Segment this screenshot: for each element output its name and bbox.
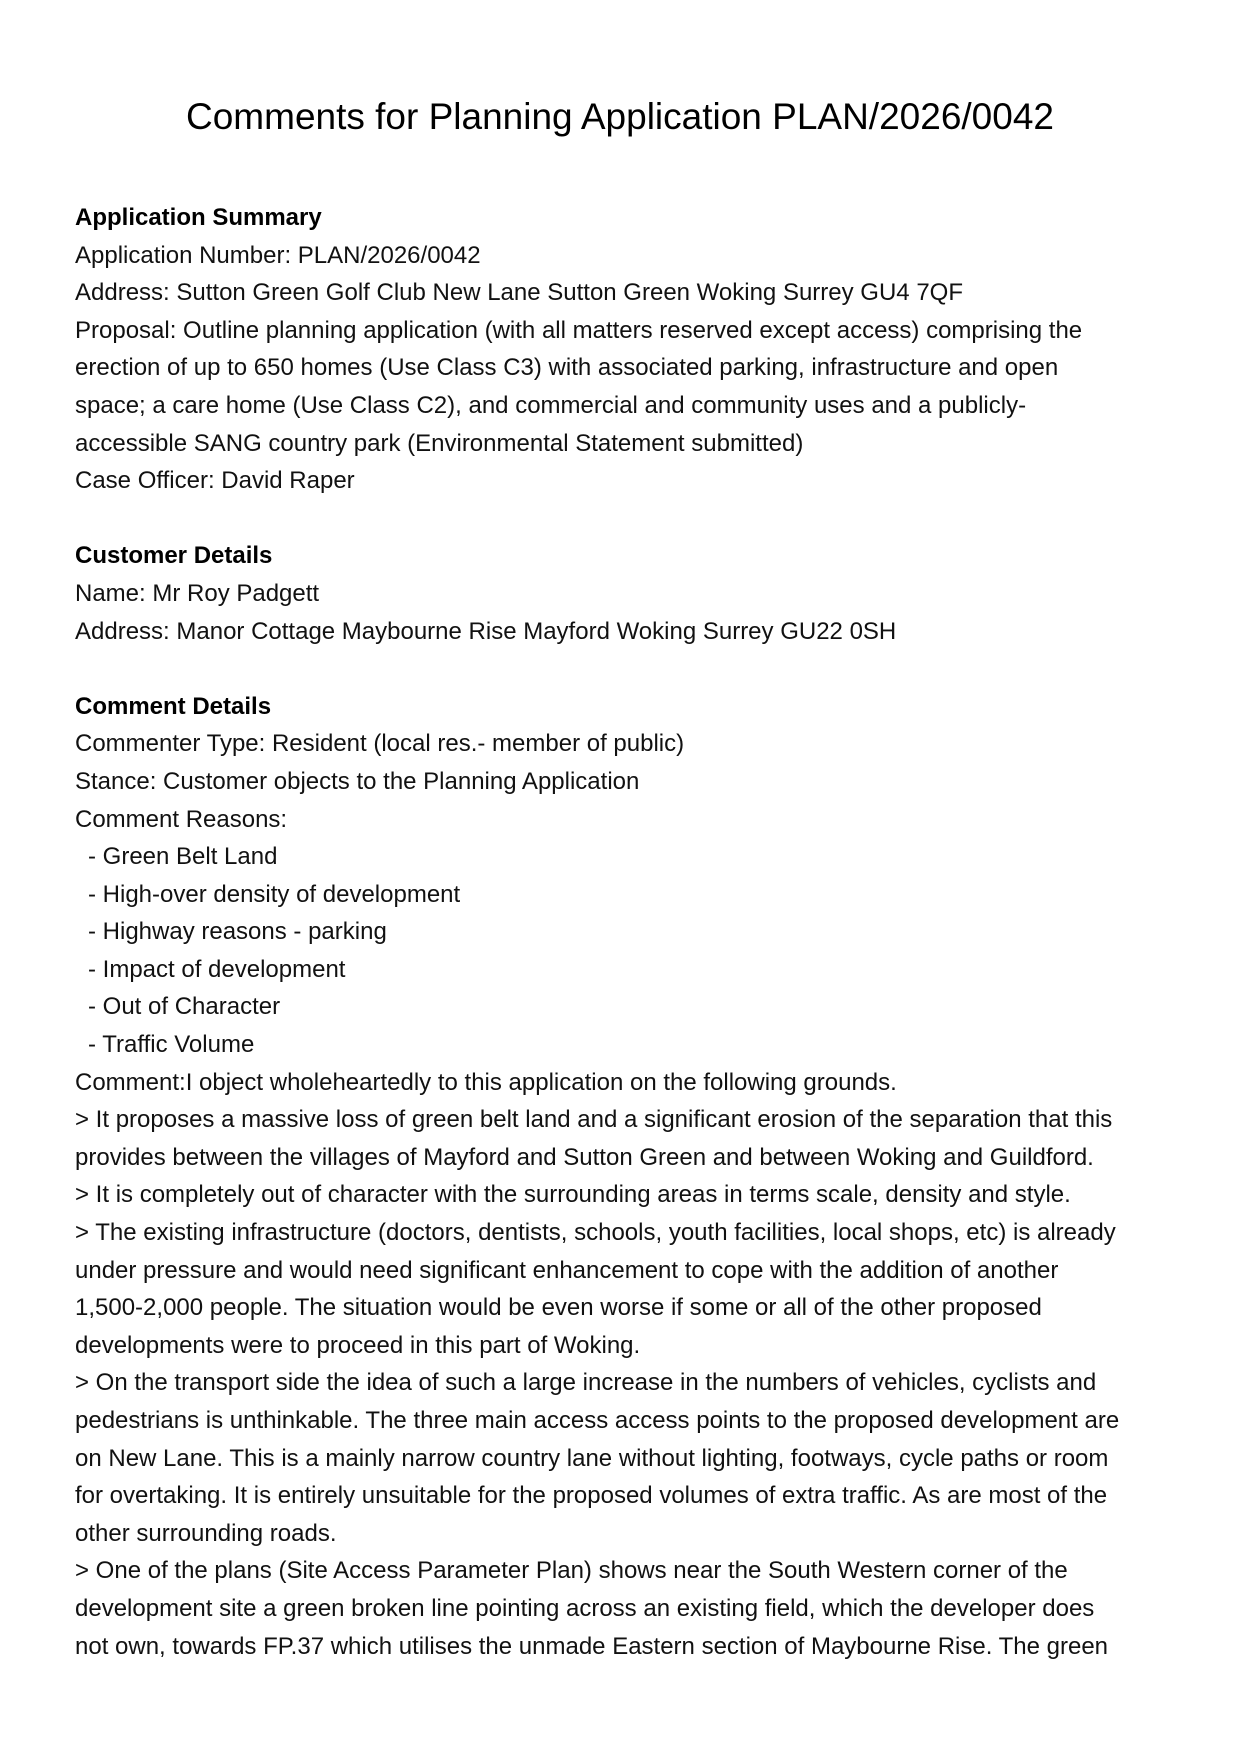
comment-reason-item: - High-over density of development: [88, 880, 461, 908]
comment-text-line: developments were to proceed in this part of Woking.: [75, 1331, 641, 1359]
customer-details-section: [75, 537, 1175, 650]
application-summary-section: [75, 199, 1175, 500]
comment-reason-item: - Impact of development: [88, 955, 346, 983]
proposal-line: erection of up to 650 homes (Use Class C3) with associated parking, infrastructure and open: [75, 354, 1059, 382]
document-body: [75, 199, 1175, 1665]
proposal-line: accessible SANG country park (Environmental Statement submitted): [75, 429, 804, 457]
comment-text-line: provides between the villages of Mayford and Sutton Green and between Woking and Guildford.: [75, 1143, 1094, 1171]
comment-reason-item: - Green Belt Land: [88, 843, 278, 871]
customer-address: Address: Manor Cottage Maybourne Rise Mayford Woking Surrey GU22 0SH: [75, 617, 897, 645]
comment-details-heading: Comment Details: [75, 692, 272, 720]
commenter-type: Commenter Type: Resident (local res.- member of public): [75, 730, 685, 758]
comment-reason-item: - Traffic Volume: [88, 1031, 255, 1059]
comment-text-line: on New Lane. This is a mainly narrow country lane without lighting, footways, cycle paths or room: [75, 1444, 1109, 1472]
document-title: Comments for Planning Application PLAN/2026/0042: [186, 96, 1054, 137]
comment-text-line: under pressure and would need significant enhancement to cope with the addition of another: [75, 1256, 1059, 1284]
section-spacer: [75, 650, 1175, 688]
section-spacer: [75, 500, 1175, 538]
customer-details-heading: Customer Details: [75, 542, 273, 570]
stance: Stance: Customer objects to the Planning Application: [75, 767, 640, 795]
comment-reasons-label: Comment Reasons:: [75, 805, 288, 833]
comment-text-line: other surrounding roads.: [75, 1519, 337, 1547]
application-address: Address: Sutton Green Golf Club New Lane Sutton Green Woking Surrey GU4 7QF: [75, 279, 963, 307]
comment-text-line: not own, towards FP.37 which utilises the unmade Eastern section of Maybourne Rise. The green: [75, 1632, 1109, 1660]
comment-details-section: [75, 688, 1175, 1665]
comment-text-line: > The existing infrastructure (doctors, dentists, schools, youth facilities, local shops, etc) is already: [75, 1219, 1116, 1247]
customer-name: Name: Mr Roy Padgett: [75, 579, 320, 607]
comment-reason-item: - Highway reasons - parking: [88, 918, 387, 946]
comment-text-line: 1,500-2,000 people. The situation would be even worse if some or all of the other proposed: [75, 1294, 1042, 1322]
comment-text-line: pedestrians is unthinkable. The three main access access points to the proposed development are: [75, 1407, 1120, 1434]
comment-text-line: > It proposes a massive loss of green belt land and a significant erosion of the separation that this: [75, 1106, 1113, 1134]
comment-text-line: for overtaking. It is entirely unsuitable for the proposed volumes of extra traffic. As are most of the: [75, 1482, 1108, 1510]
comment-text-line: Comment:I object wholeheartedly to this application on the following grounds.: [75, 1068, 897, 1096]
comment-text-line: > One of the plans (Site Access Parameter Plan) shows near the South Western corner of the: [75, 1557, 1068, 1585]
proposal-line: Proposal: Outline planning application (with all matters reserved except access) comprising the: [75, 316, 1083, 344]
proposal-line: space; a care home (Use Class C2), and commercial and community uses and a publicly-: [75, 391, 1027, 419]
application-number: Application Number: PLAN/2026/0042: [75, 241, 481, 269]
comment-text-line: > On the transport side the idea of such a large increase in the numbers of vehicles, cyclists and: [75, 1369, 1097, 1397]
comment-reason-item: - Out of Character: [88, 993, 281, 1021]
application-summary-heading: Application Summary: [75, 204, 322, 231]
case-officer: Case Officer: David Raper: [75, 467, 355, 495]
comment-text-line: > It is completely out of character with the surrounding areas in terms scale, density and style.: [75, 1181, 1071, 1209]
comment-text-line: development site a green broken line pointing across an existing field, which the developer does: [75, 1594, 1095, 1622]
